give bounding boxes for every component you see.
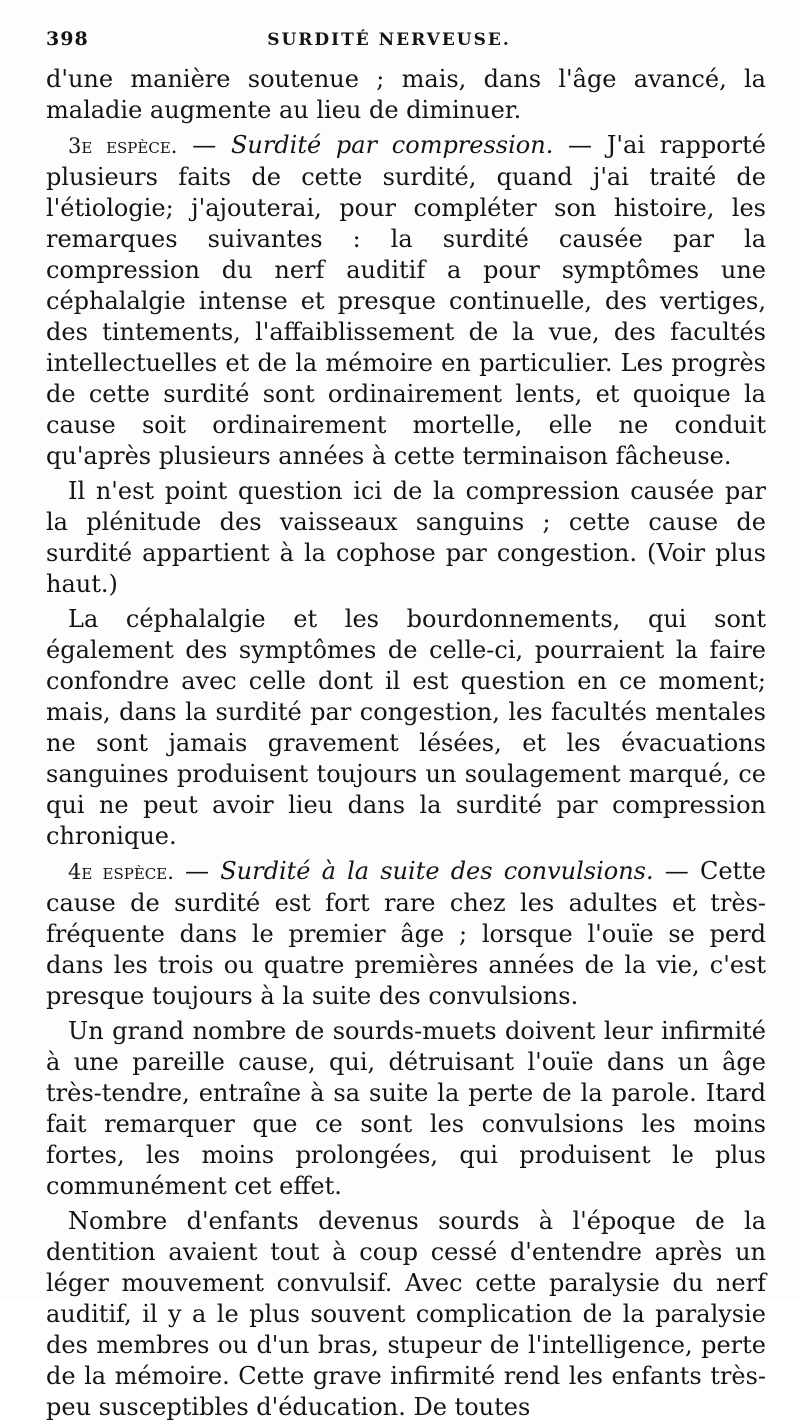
section-label: 4e espèce. xyxy=(68,860,174,884)
paragraph-4: La céphalalgie et les bourdonnements, qui sont également des symptômes de celle-ci, pourraient la faire confondre avec celle dont il est question en ce moment; mais, dans la surdité par congestion, les facultés mentales ne sont jamais gravement lésées, et les évacuations sanguines produisent toujours un soulagement marqué, ce qui ne peut avoir lieu dans la surdité par compression chronique. xyxy=(46,605,766,850)
paragraph-6: Un grand nombre de sourds-muets doivent leur infirmité à une pareille cause, qui, détruisant l'ouïe dans un âge très-tendre, entraîne à sa suite la perte de la parole. Itard fait remarquer que ce sont les convulsions les moins fortes, les moins prolongées, qui produisent le plus communément cet effet. xyxy=(46,1017,766,1200)
running-title: SURDITÉ NERVEUSE. xyxy=(267,30,511,50)
paragraph-2: 3e espèce. — Surdité par compression. — J'ai rapporté plusieurs faits de cette surdité, quand j'ai traité de l'étiologie; j'ajouterai, pour compléter son histoire, les remarques suivantes : la surdité causée par la compression du nerf auditif a pour symptômes une céphalalgie intense et presque continuelle, des vertiges, des tintements, l'affaiblissement de la vue, des facultés intellectuelles et de la mémoire en particulier. Les progrès de cette surdité sont ordinairement lents, et quoique la cause soit ordinairement mortelle, elle ne conduit qu'après plusieurs années à cette terminaison fâcheuse. xyxy=(46,131,767,470)
paragraph-3: Il n'est point question ici de la compression causée par la plénitude des vaisseaux sanguins ; cette cause de surdité appartient à la cophose par congestion. (Voir plus haut.) xyxy=(46,477,766,598)
page-number: 398 xyxy=(46,28,89,50)
page-body xyxy=(46,64,766,1423)
paragraph-7: Nombre d'enfants devenus sourds à l'époque de la dentition avaient tout à coup cessé d'entendre après un léger mouvement convulsif. Avec cette paralysie du nerf auditif, il y a le plus souvent complication de la paralysie des membres ou d'un bras, stupeur de l'intelligence, perte de la mémoire. Cette grave infirmité rend les enfants très-peu susceptibles d'éducation. De toutes xyxy=(46,1207,766,1421)
section-heading: Surdité à la suite des convulsions. xyxy=(220,857,654,885)
section-label: 3e espèce. xyxy=(68,134,178,158)
page-header xyxy=(46,28,766,64)
paragraph-5: 4e espèce. — Surdité à la suite des convulsions. — Cette cause de surdité est fort rare chez les adultes et très-fréquente dans le premier âge ; lorsque l'ouïe se perd dans les trois ou quatre premières années de la vie, c'est presque toujours à la suite des convulsions. xyxy=(46,857,767,1010)
paragraph-1: d'une manière soutenue ; mais, dans l'âge avancé, la maladie augmente au lieu de diminuer. xyxy=(46,65,766,124)
section-heading: Surdité par compression. xyxy=(230,131,554,159)
